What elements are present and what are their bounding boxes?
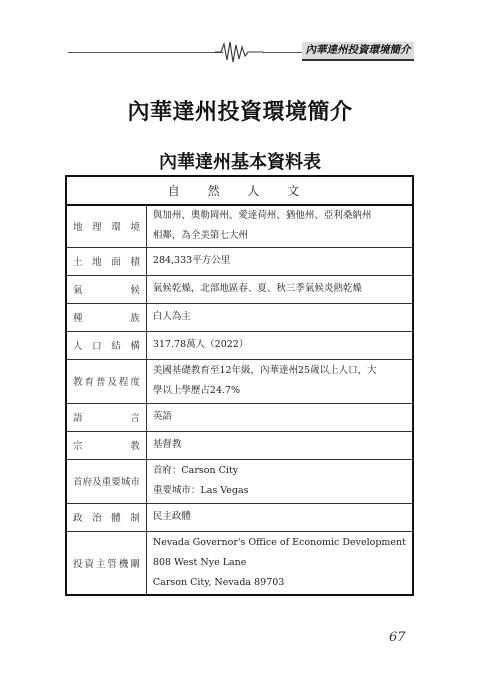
table-row	[66, 247, 413, 275]
row-value-line: 白人為主	[152, 311, 191, 322]
running-header: 內華達州投資環境簡介	[302, 42, 414, 61]
row-value-line: 808 West Nye Lane	[152, 556, 247, 568]
row-value	[146, 503, 413, 531]
page-title: 內華達州投資環境簡介	[127, 100, 353, 125]
row-value-line: Carson City, Nevada 89703	[152, 576, 285, 588]
row-value-line: 氣候乾燥，北部地區春、夏、秋三季氣候炎熱乾燥	[152, 283, 362, 294]
row-value	[146, 303, 413, 331]
row-label: 首府及重要城市	[66, 459, 146, 503]
row-value-line: 相鄰，為全美第七大州	[152, 230, 248, 242]
table-title: 內華達州基本資料表	[159, 152, 321, 173]
table-body	[66, 205, 413, 595]
row-value	[146, 403, 413, 431]
table-row	[66, 303, 413, 331]
table-row	[66, 531, 413, 595]
row-value-line: 基督教	[152, 439, 182, 450]
row-label: 宗教	[66, 431, 146, 459]
row-value-line: 民主政體	[152, 511, 191, 522]
row-value-line: 學以上學歷占24.7%	[152, 385, 241, 396]
header-rule-left	[68, 52, 223, 53]
row-value	[146, 359, 413, 403]
row-label: 氣候	[66, 275, 146, 303]
table-row	[66, 503, 413, 531]
row-value	[146, 275, 413, 303]
table-row	[66, 459, 413, 503]
row-label: 土地面積	[66, 247, 146, 275]
row-value-line: 美國基礎教育至12年級，內華達州25歲以上人口，大	[152, 365, 377, 376]
row-value-line: 317.78萬人（2022）	[152, 339, 249, 350]
table-row	[66, 205, 413, 247]
nevada-profile-table	[65, 175, 414, 596]
table-row	[66, 275, 413, 303]
row-value-line: 英語	[152, 411, 172, 422]
table-header-row	[66, 176, 413, 205]
row-label: 投資主管機關	[66, 531, 146, 595]
row-label: 政治體制	[66, 503, 146, 531]
row-label: 人口結構	[66, 331, 146, 359]
row-value	[146, 459, 413, 503]
table-row	[66, 331, 413, 359]
row-value-line: Nevada Governor's Office of Economic Development	[152, 536, 406, 548]
table-row	[66, 403, 413, 431]
header-rule-right	[262, 52, 304, 53]
row-label: 地理環境	[66, 205, 146, 247]
row-value	[146, 247, 413, 275]
table-heading: 自 然 人 文	[66, 176, 413, 205]
page-number: 67	[389, 630, 406, 645]
row-value	[146, 331, 413, 359]
heartbeat-icon	[215, 40, 263, 64]
table-row	[66, 359, 413, 403]
row-value	[146, 531, 413, 595]
row-value-line: 284,333平方公里	[152, 255, 231, 266]
row-label: 教育普及程度	[66, 359, 146, 403]
table-row	[66, 431, 413, 459]
row-value	[146, 431, 413, 459]
row-label: 種族	[66, 303, 146, 331]
row-value	[146, 205, 413, 247]
row-value-line: 首府：Carson City	[152, 465, 239, 476]
row-label: 語言	[66, 403, 146, 431]
row-value-line: 重要城市：Las Vegas	[152, 485, 249, 496]
row-value-line: 與加州、奧勒岡州、愛達荷州、猶他州、亞利桑納州	[152, 210, 372, 222]
